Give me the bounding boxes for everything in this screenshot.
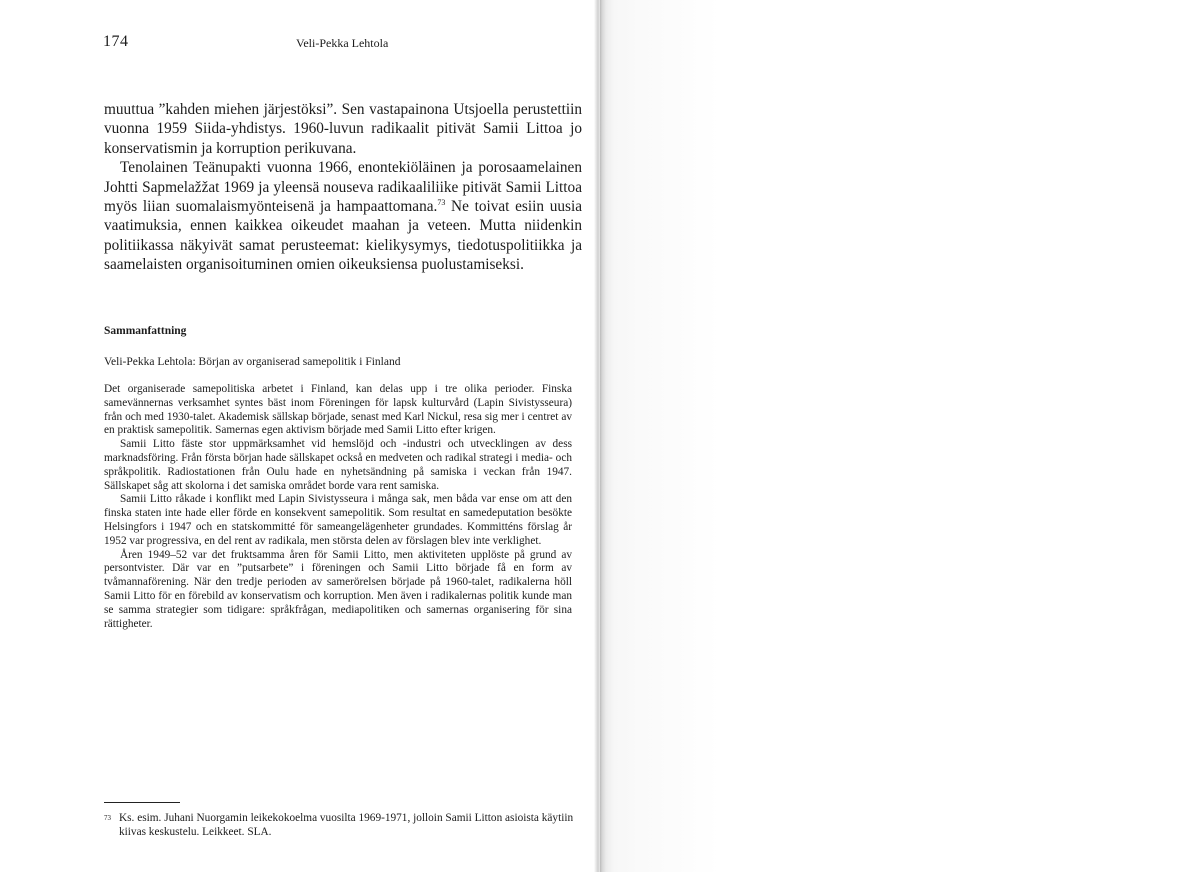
summary-subtitle: Veli-Pekka Lehtola: Början av organiserad samepolitik i Finland [104,356,401,368]
summary-paragraph: Åren 1949–52 var det fruktsamma åren för Samii Litto, men aktiviteten upplöste på grund av persontvister. Där var en ”putsarbete” i föreningen och Samii Litto började få en form av tvåmannaförening. När den tredje perioden av samerörelsen började på 1960-talet, radikalerna höll Samii Litto för en förebild av konservatism och korruption. Men även i radikalernas politik kunde man se samma strategier som tidigare: språkfrågan, mediapolitiken och samernas organisering för sina rättigheter. [104,548,572,630]
footnote-reference: 73 [437,198,446,208]
body-paragraph: muuttua ”kahden miehen järjestöksi”. Sen vastapainona Utsjoella perustettiin vuonna 1959 Siida-yhdistys. 1960-luvun radikaalit pitivät Samii Littoa jo konservatismin ja korruption perikuvana. [104,101,582,157]
summary-paragraph: Samii Litto råkade i konflikt med Lapin Sivistysseura i många sak, men båda var ense om att den finska staten inte hade eller förde en konsekvent samepolitik. Som resultat en samedeputation besökte Helsingfors i 1947 och en statskommitté för sameangelägenheter grundades. Kommitténs förslag år 1952 var progressiva, en del rent av radikala, men största delen av förslagen blev inte verklighet. [104,493,572,547]
body-text-run: Tenolainen Teänupakti vuonna 1966, enontekiöläinen ja porosaamelainen Johtti Sapmelažžat 1969 ja yleensä nouseva radikaaliliike pitivät Samii Littoa myös liian suomalaismyönteisenä ja hampaattomana. [104,159,582,216]
summary-heading: Sammanfattning [104,325,187,337]
summary-paragraph: Det organiserade samepolitiska arbetet i Finland, kan delas upp i tre olika perioder. Finska samevännernas verksamhet syntes bäst inom Föreningen för lapsk kulturvård (Lapin Sivistysseura) från och med 1930-talet. Akademisk sällskap började, senast med Karl Nickul, resa sig mer i centret av en praktisk samepolitik. Samernas egen aktivism började med Samii Litto efter krigen. [104,383,572,437]
body-paragraph [104,158,582,274]
footnote-number: 73 [104,814,111,822]
footnote-text: Ks. esim. Juhani Nuorgamin leikekokoelma vuosilta 1969-1971, jolloin Samii Litton asioista käytiin kiivas keskustelu. Leikkeet. SLA. [119,812,574,838]
running-head: Veli-Pekka Lehtola [296,36,389,50]
page-number: 174 [103,33,129,50]
summary-paragraph: Samii Litto fäste stor uppmärksamhet vid hemslöjd och -industri och utvecklingen av dess marknadsföring. Från första början hade sällskapet också en medveten och radikal strategi i media- och språkpolitik. Radiostationen från Oulu hade en nyhetsändning på samiska i veckan från 1947. Sällskapet såg att skolorna i det samiska området borde vara rent samiska. [104,438,572,492]
footnote-rule [104,802,180,803]
blank-right-page [600,0,1200,872]
page-gutter [594,0,602,872]
body-text [104,100,582,275]
footnote [104,811,574,839]
body-text-run: Ne toivat esiin uusia vaatimuksia, ennen kaikkea oikeudet maahan ja veteen. Mutta niidenkin politiikassa näkyivät samat perusteemat: kielikysymys, tiedotuspolitiikka ja saamelaisten organisoituminen omien oikeuksiensa puolustamiseksi. [104,198,582,274]
summary-text [104,383,572,631]
